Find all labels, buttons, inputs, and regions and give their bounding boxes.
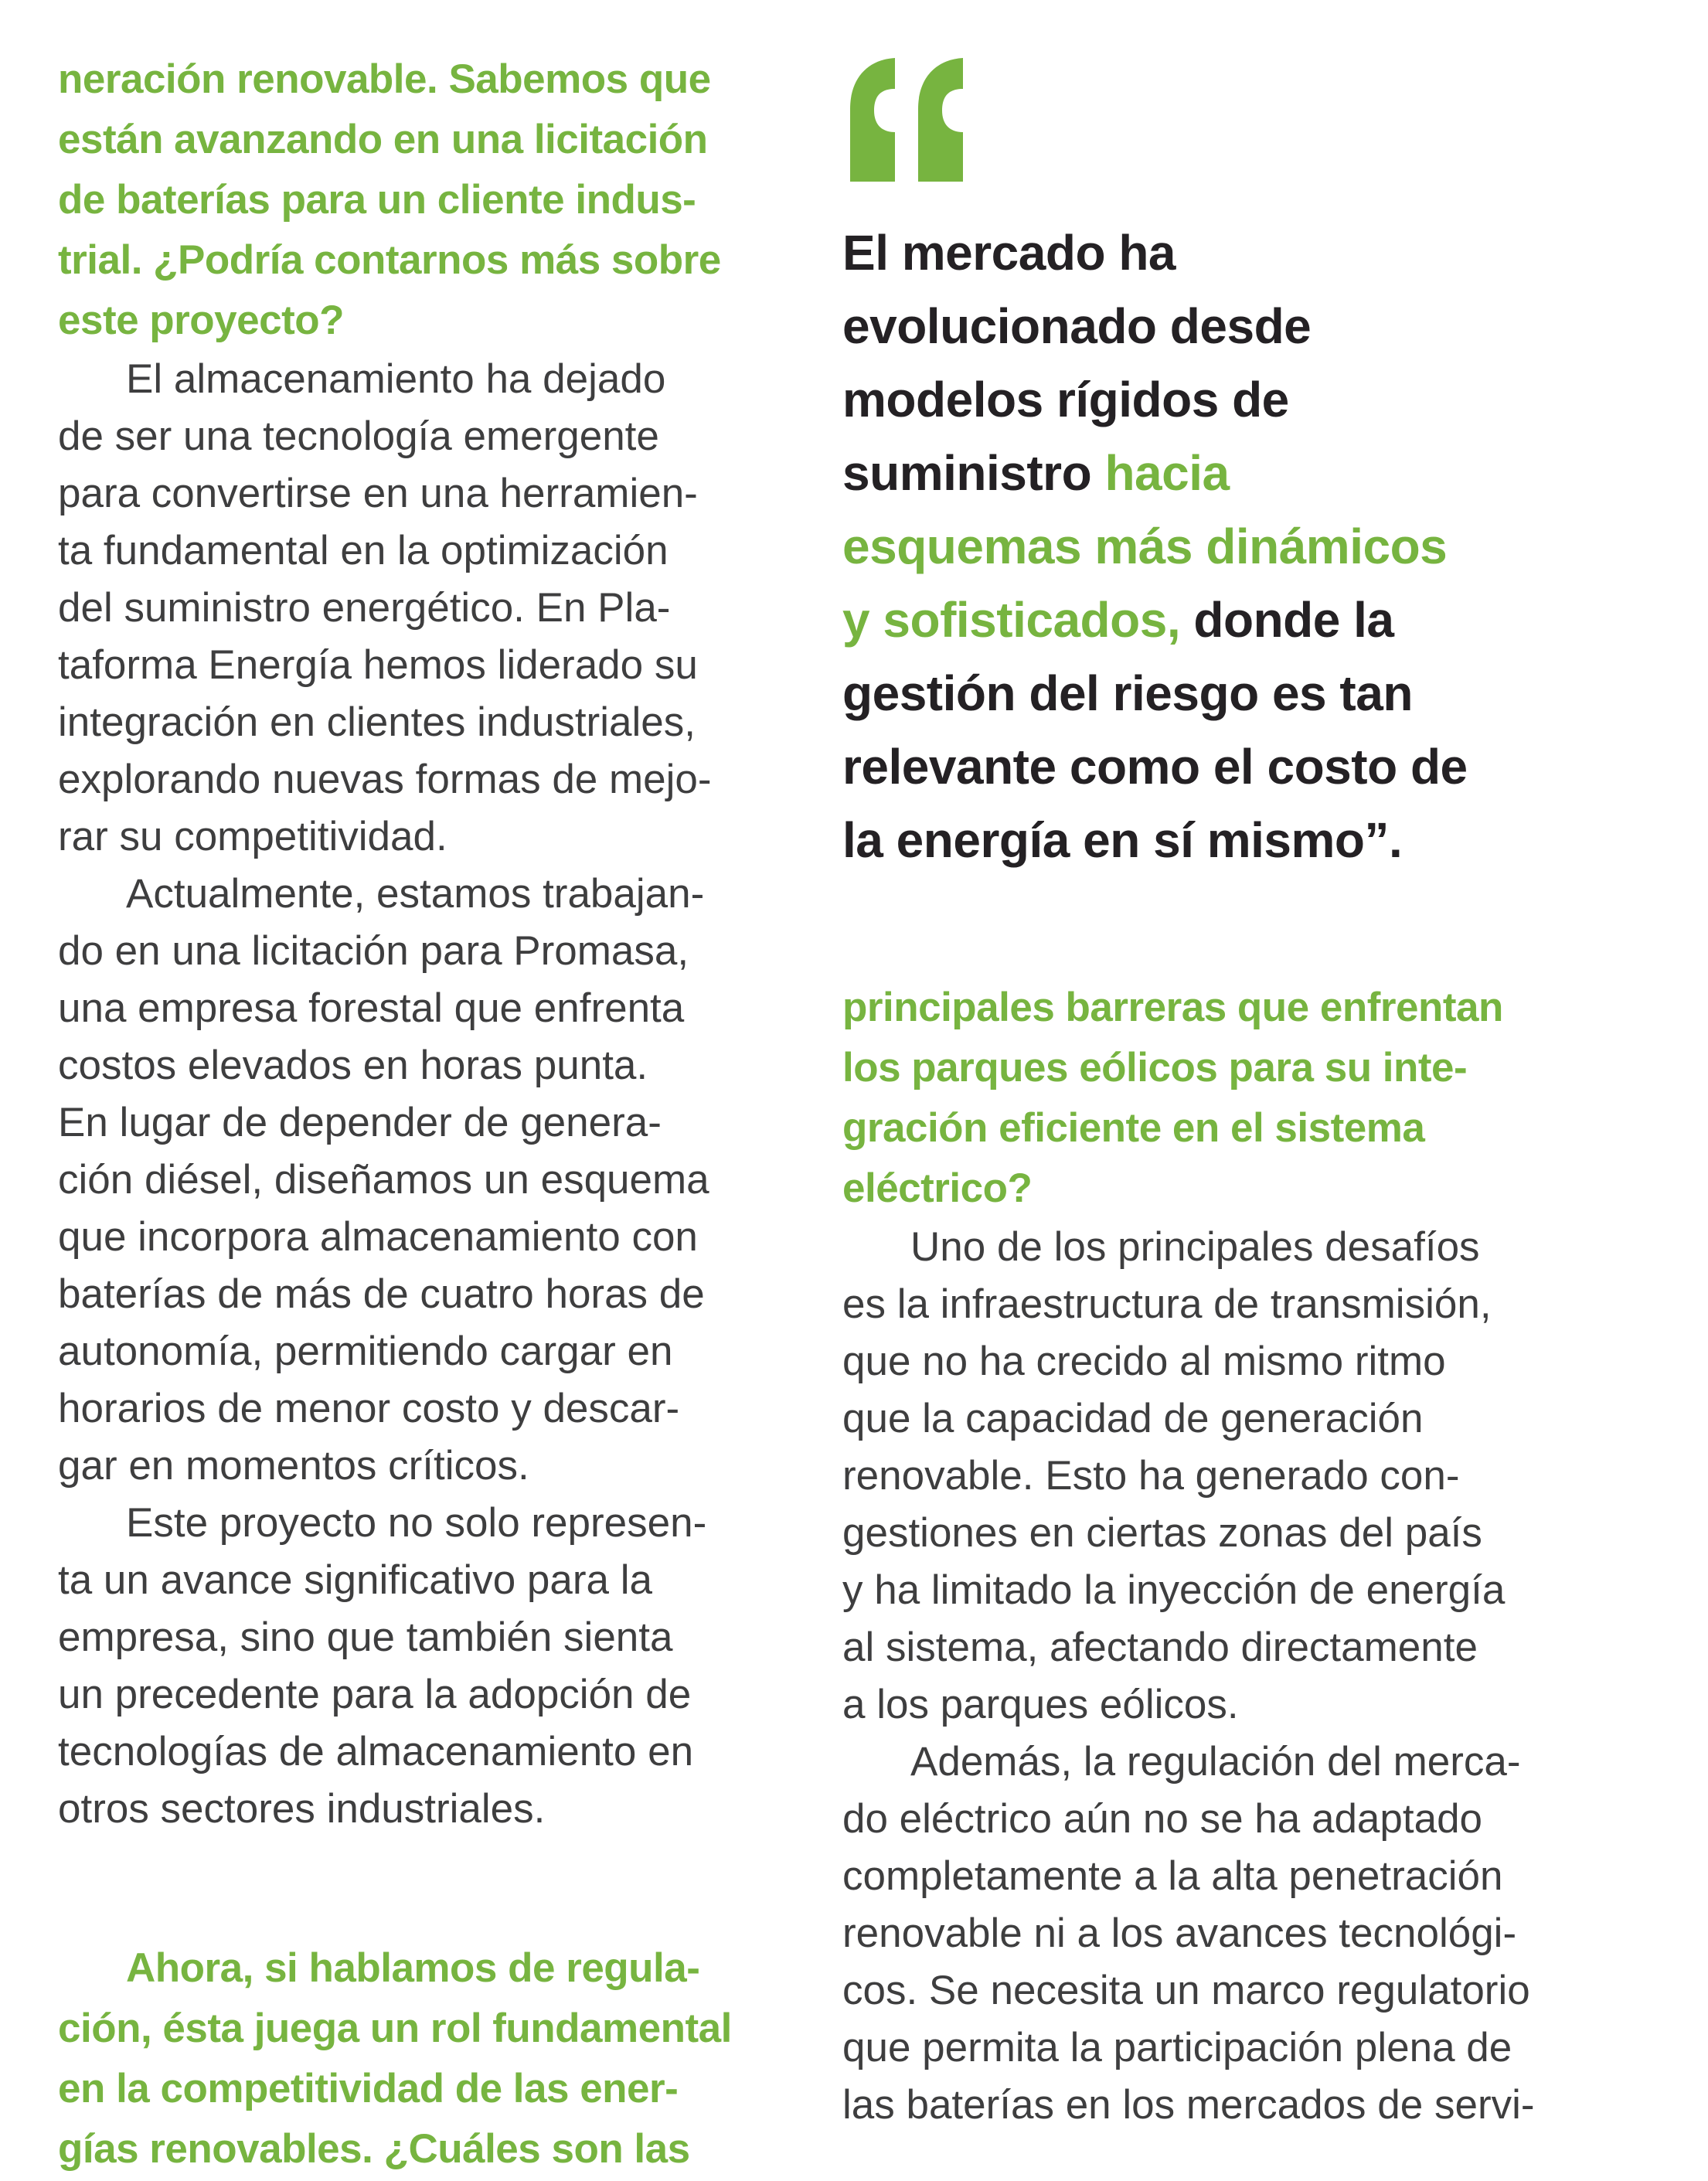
text-line: otros sectores industriales. <box>58 1786 546 1832</box>
text-line: horarios de menor costo y descar- <box>58 1386 680 1431</box>
quote-text: donde la <box>1180 592 1394 648</box>
text-line: explorando nuevas formas de mejo- <box>58 757 712 802</box>
question-heading-continued <box>58 49 792 351</box>
quote-line <box>842 804 1604 877</box>
quote-text: la energía en sí mismo”. <box>842 812 1403 868</box>
text-line: y ha limitado la inyección de energía <box>842 1567 1506 1613</box>
text-line: do en una licitación para Promasa, <box>58 928 689 974</box>
quote-line <box>842 437 1604 510</box>
left-column <box>58 49 792 2179</box>
text-line: las baterías en los mercados de servi- <box>842 2082 1535 2128</box>
text-line: gración eficiente en el sistema <box>842 1105 1425 1151</box>
text-line: están avanzando en una licitación <box>58 117 708 162</box>
text-line: do eléctrico aún no se ha adaptado <box>842 1796 1483 1842</box>
text-line: empresa, sino que también sienta <box>58 1614 673 1660</box>
text-line: integración en clientes industriales, <box>58 699 696 745</box>
text-line: gar en momentos críticos. <box>58 1443 529 1489</box>
quote-text: relevante como el costo de <box>842 739 1468 794</box>
text-line: baterías de más de cuatro horas de <box>58 1271 705 1317</box>
text-line: Además, la regulación del merca- <box>910 1739 1521 1785</box>
text-line: que permita la participación plena de <box>842 2025 1512 2070</box>
quote-line <box>842 730 1604 804</box>
text-line: los parques eólicos para su inte- <box>842 1045 1468 1090</box>
quote-line <box>842 584 1604 657</box>
paragraph <box>58 866 792 1495</box>
quote-text: suministro <box>842 445 1105 501</box>
text-line: gías renovables. ¿Cuáles son las <box>58 2126 690 2172</box>
text-line: una empresa forestal que enfrenta <box>58 985 685 1031</box>
text-line: al sistema, afectando directamente <box>842 1625 1478 1670</box>
quote-text: evolucionado desde <box>842 298 1312 354</box>
text-line: completamente a la alta penetración <box>842 1853 1503 1899</box>
question-heading-regulation <box>58 1938 792 2179</box>
text-line: neración renovable. Sabemos que <box>58 56 711 102</box>
text-line: cos. Se necesita un marco regulatorio <box>842 1968 1530 2013</box>
paragraph <box>842 1734 1604 2134</box>
quote-highlight-text: esquemas más dinámicos <box>842 519 1448 574</box>
text-line: eléctrico? <box>842 1165 1033 1211</box>
article-body-left <box>58 351 792 1838</box>
quote-line <box>842 216 1604 290</box>
text-line: principales barreras que enfrentan <box>842 985 1503 1030</box>
quote-text: modelos rígidos de <box>842 372 1289 427</box>
text-line: ta un avance significativo para la <box>58 1557 652 1603</box>
text-line: a los parques eólicos. <box>842 1682 1239 1727</box>
quote-line <box>842 657 1604 730</box>
text-line: trial. ¿Podría contarnos más sobre <box>58 237 721 283</box>
text-line: del suministro energético. En Pla- <box>58 585 671 631</box>
text-line: en la competitividad de las ener- <box>58 2066 679 2111</box>
quote-line <box>842 510 1604 584</box>
text-line: de baterías para un cliente indus- <box>58 177 696 223</box>
paragraph <box>58 351 792 866</box>
text-line: que no ha crecido al mismo ritmo <box>842 1339 1446 1384</box>
text-line: rar su competitividad. <box>58 814 447 859</box>
open-double-quote-icon <box>847 58 978 182</box>
text-line: es la infraestructura de transmisión, <box>842 1281 1492 1327</box>
pull-quote-text <box>842 216 1604 877</box>
paragraph <box>58 1495 792 1838</box>
text-line: costos elevados en horas punta. <box>58 1043 648 1088</box>
text-line: un precedente para la adopción de <box>58 1672 692 1717</box>
text-line: renovable ni a los avances tecnológi- <box>842 1911 1517 1956</box>
text-line: En lugar de depender de genera- <box>58 1100 662 1145</box>
right-column <box>842 46 1604 2134</box>
text-line: para convertirse en una herramien- <box>58 471 698 516</box>
text-line: renovable. Esto ha generado con- <box>842 1453 1460 1499</box>
text-line: gestiones en ciertas zonas del país <box>842 1510 1482 1556</box>
text-line: ción diésel, diseñamos un esquema <box>58 1157 709 1203</box>
text-line: Ahora, si hablamos de regula- <box>126 1945 700 1991</box>
quote-text: gestión del riesgo es tan <box>842 665 1413 721</box>
pull-quote-mark <box>847 58 1604 182</box>
text-line: taforma Energía hemos liderado su <box>58 642 698 688</box>
question-heading-barriers <box>842 978 1604 1219</box>
article-body-right <box>842 1219 1604 2134</box>
text-line: tecnologías de almacenamiento en <box>58 1729 694 1774</box>
text-line: que incorpora almacenamiento con <box>58 1214 698 1260</box>
text-line: Uno de los principales desafíos <box>910 1224 1480 1270</box>
text-line: Este proyecto no solo represen- <box>126 1500 707 1546</box>
paragraph <box>842 1219 1604 1734</box>
text-line: este proyecto? <box>58 298 345 343</box>
quote-line <box>842 290 1604 363</box>
quote-highlight-text: hacia <box>1104 445 1230 501</box>
text-line: Actualmente, estamos trabajan- <box>126 871 705 917</box>
text-line: autonomía, permitiendo cargar en <box>58 1329 673 1374</box>
quote-text: El mercado ha <box>842 225 1176 281</box>
quote-highlight-text: y sofisticados, <box>842 592 1181 648</box>
text-line: ción, ésta juega un rol fundamental <box>58 2006 732 2051</box>
text-line: El almacenamiento ha dejado <box>126 356 666 402</box>
text-line: ta fundamental en la optimización <box>58 528 669 573</box>
quote-line <box>842 363 1604 437</box>
text-line: que la capacidad de generación <box>842 1396 1424 1441</box>
text-line: de ser una tecnología emergente <box>58 413 659 459</box>
